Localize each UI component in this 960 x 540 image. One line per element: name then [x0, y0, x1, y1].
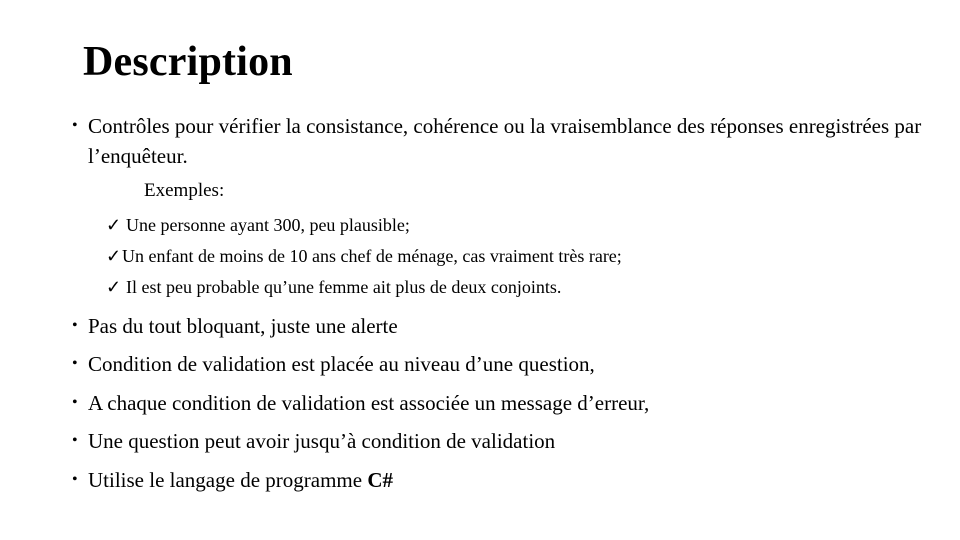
- bullet-text: Condition de validation est placée au niveau d’une question,: [88, 352, 595, 376]
- bullet-icon: •: [72, 117, 78, 134]
- bullet-icon: •: [72, 394, 78, 411]
- bullet-item: [72, 349, 932, 379]
- bullet-item: [72, 311, 932, 341]
- bullet-text: Une question peut avoir jusqu’à condition de validation: [88, 429, 556, 453]
- bullet-item-intro: [72, 111, 932, 171]
- bullet-text: Pas du tout bloquant, juste une alerte: [88, 314, 398, 338]
- bullet-text: A chaque condition de validation est associée un message d’erreur,: [88, 391, 650, 415]
- checkmark-icon: ✓: [106, 277, 122, 297]
- example-text: Une personne ayant 300, peu plausible;: [126, 215, 410, 235]
- bullet-text: Contrôles pour vérifier la consistance, cohérence ou la vraisemblance des réponses enregistrées par l’enquêteur.: [88, 114, 922, 168]
- example-text: Un enfant de moins de 10 ans chef de ménage, cas vraiment très rare;: [122, 246, 622, 266]
- example-text: Il est peu probable qu’une femme ait plus de deux conjoints.: [126, 277, 562, 297]
- bullet-icon: •: [72, 317, 78, 334]
- examples-label: Exemples: [144, 180, 219, 201]
- examples-colon: :: [218, 180, 225, 201]
- code-language: C#: [367, 468, 393, 492]
- checkmark-icon: ✓: [106, 246, 122, 266]
- page-title: Description: [83, 39, 293, 85]
- bullet-icon: •: [72, 355, 78, 372]
- bullet-item: [72, 426, 932, 456]
- bullet-icon: •: [72, 471, 78, 488]
- bullet-item: [72, 388, 932, 418]
- bullet-text: [88, 465, 932, 495]
- example-item: [106, 274, 561, 300]
- checkmark-icon: ✓: [106, 215, 122, 235]
- bullet-item: [72, 465, 932, 495]
- bullet-icon: •: [72, 432, 78, 449]
- example-item: [106, 212, 410, 238]
- example-item: [106, 243, 622, 269]
- bullet-text-plain: Utilise le langage de programme: [88, 468, 368, 492]
- examples-heading: [144, 177, 224, 205]
